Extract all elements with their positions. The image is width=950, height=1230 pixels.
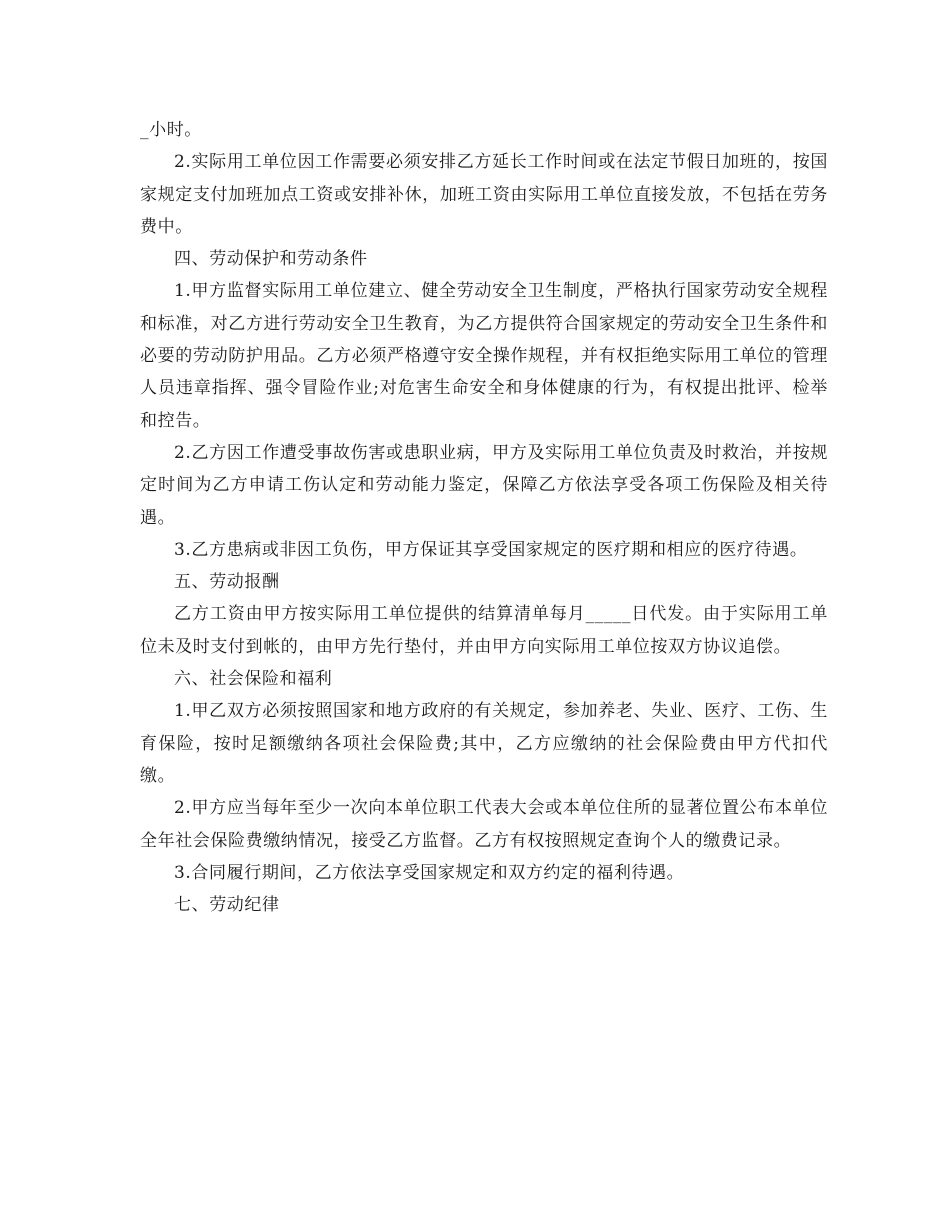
section-heading-social-insurance: 六、社会保险和福利 (174, 669, 333, 690)
document-body (140, 114, 828, 921)
paragraph-illness: 3.乙方患病或非因工负伤，甲方保证其享受国家规定的医疗期和相应的医疗待遇。 (174, 539, 808, 560)
paragraph-welfare: 3.合同履行期间，乙方依法享受国家规定和双方约定的福利待遇。 (174, 862, 685, 883)
paragraph-insurance-contribution: 1.甲乙双方必须按照国家和地方政府的有关规定，参加养老、失业、医疗、工伤、生育保险，按时足额缴纳各项社会保险费;其中，乙方应缴纳的社会保险费由甲方代扣代缴。 (140, 701, 828, 786)
paragraph-continuation: _小时。 (140, 120, 202, 140)
paragraph-insurance-disclosure: 2.甲方应当每年至少一次向本单位职工代表大会或本单位住所的显著位置公布本单位全年社会保险费缴纳情况，接受乙方监督。乙方有权按照规定查询个人的缴费记录。 (140, 798, 828, 851)
section-heading-remuneration: 五、劳动报酬 (174, 572, 280, 593)
section-heading-labor-protection: 四、劳动保护和劳动条件 (174, 249, 368, 270)
paragraph-work-injury: 2.乙方因工作遭受事故伤害或患职业病，甲方及实际用工单位负责及时救治，并按规定时间为乙方申请工伤认定和劳动能力鉴定，保障乙方依法享受各项工伤保险及相关待遇。 (140, 442, 828, 528)
section-heading-labor-discipline: 七、劳动纪律 (174, 895, 280, 916)
paragraph-safety-supervision: 1.甲方监督实际用工单位建立、健全劳动安全卫生制度，严格执行国家劳动安全规程和标准，对乙方进行劳动安全卫生教育，为乙方提供符合国家规定的劳动安全卫生条件和必要的劳动防护用品。乙方必须严格遵守安全操作规程，并有权拒绝实际用工单位的管理人员违章指挥、强令冒险作业;对危害生命安全和身体健康的行为，有权提出批评、检举和控告。 (140, 281, 828, 431)
paragraph-salary: 乙方工资由甲方按实际用工单位提供的结算清单每月_____日代发。由于实际用工单位未及时支付到帐的，由甲方先行垫付，并由甲方向实际用工单位按双方协议追偿。 (140, 604, 828, 657)
paragraph-overtime: 2.实际用工单位因工作需要必须安排乙方延长工作时间或在法定节假日加班的，按国家规定支付加班加点工资或安排补休，加班工资由实际用工单位直接发放，不包括在劳务费中。 (140, 152, 828, 237)
